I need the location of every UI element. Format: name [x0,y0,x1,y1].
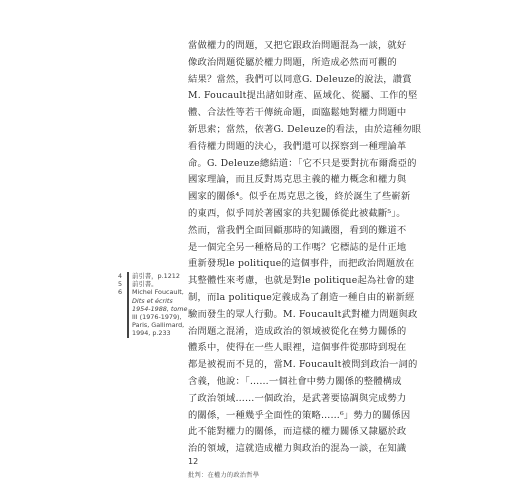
body-text-line: 新思索；當然，依著G. Deleuze的看法，由於這種勿眼 [188,123,422,135]
body-text-line: 的關係，一種幾乎全面性的策略……⁶」勢力的關係因 [188,409,411,421]
footnote-rule [127,280,129,288]
body-text-line: 了政治領域……一個政治，是武著要協調與完成勢力 [188,392,407,404]
body-text-line: 像政治問題從屬於權力問題，所造成必然而可觀的 [188,56,397,68]
footnote-rule [127,288,129,337]
footnote [118,288,188,338]
body-text-line: 都是被視而不見的，當M. Foucault被問到政治一詞的 [188,359,418,371]
body-text-line: 然而，當我們全面回顧那時的知識圈，看到的難道不 [188,224,407,236]
footnote-number: 5 [118,280,123,289]
footnote [118,272,182,280]
page-number: 12 [188,457,199,466]
body-text-line: 重新發現le politique的這個事件，而把政治問題放在 [188,258,415,270]
body-text-line: 制，而la politique定義成為了創造一種自由的嶄新經 [188,291,415,303]
body-text-line: 含義，他說：「……一個社會中勢力關係的整體構成 [188,375,402,387]
body-text-line: 體系中，使得在一些人眼裡，這個事件從那時到現在 [188,342,407,354]
footnote-text [132,288,187,337]
body-text-line: 的東西，似乎同於著國家的共犯關係從此被截斷⁵」。 [188,207,406,219]
body-text-line: 結果？當然，我們可以同意G. Deleuze的說法，讚賞 [188,73,412,85]
body-text-line: 治的領域，這就造成權力與政治的混為一談，在知識 [188,443,407,455]
body-text-line: M. Foucault提出諸如財產、區域化、從屬、工作的堅 [188,90,418,102]
footnotes [118,272,188,338]
body-text-line: 命。G. Deleuze總結道：「它不只是要對抗布爾喬亞的 [188,157,417,169]
body-text-line: 看待權力問題的決心，我們還可以探察到一種理論革 [188,140,407,152]
footnote-text [132,272,182,280]
body-text-line: 國家理論，而且反對馬克思主義的權力概念和權力與 [188,174,407,186]
footnote-line: Paris, Gallimard, [132,321,185,330]
footnote-line: 1994, p.233 [132,329,171,338]
footnote-line: III (1976-1979), [132,313,182,322]
running-footer-title: 批判：在權力的政治哲學 [188,472,260,479]
footnote-line: 1954-1988, tome [132,304,188,313]
body-text-line: 當做權力的問題，又把它跟政治問題混為一談，就好 [188,40,407,51]
footnote-rule [127,272,129,280]
body-text-line: 體、合法性等若干傳統命題，面臨鬆她對權力問題中 [188,107,407,119]
footnote-line: Michel Foucault, [132,288,184,297]
body-text-line: 是一個完全另一種格局的工作嗎？它標誌的是什正地 [188,241,407,253]
footnote-line: 前引書。 [132,280,158,289]
body-text-line: 其整體性來考慮，也就是對le politique起為社會的建 [188,275,415,287]
footnote-line: 前引書，p.1212 [132,272,180,280]
body-text [188,38,422,458]
footnote-number: 6 [118,288,123,297]
footnote-text [132,280,182,288]
body-text-line: 驗而發生的眾人行動。M. Foucault武對權力問題與政 [188,308,418,320]
body-text-line: 國家的關係⁴。似乎在馬克思之後，終於誕生了些嶄新 [188,191,411,203]
body-text-line: 此不能對權力的關係，而這樣的權力關係又隸屬於政 [188,426,407,438]
body-text-line: 治問題之混淆，造成政治的領域被從化在勢力關係的 [188,325,407,337]
footnote-line: Dits et écrits [132,296,173,305]
footnote [118,280,182,288]
footnote-number: 4 [118,272,123,280]
